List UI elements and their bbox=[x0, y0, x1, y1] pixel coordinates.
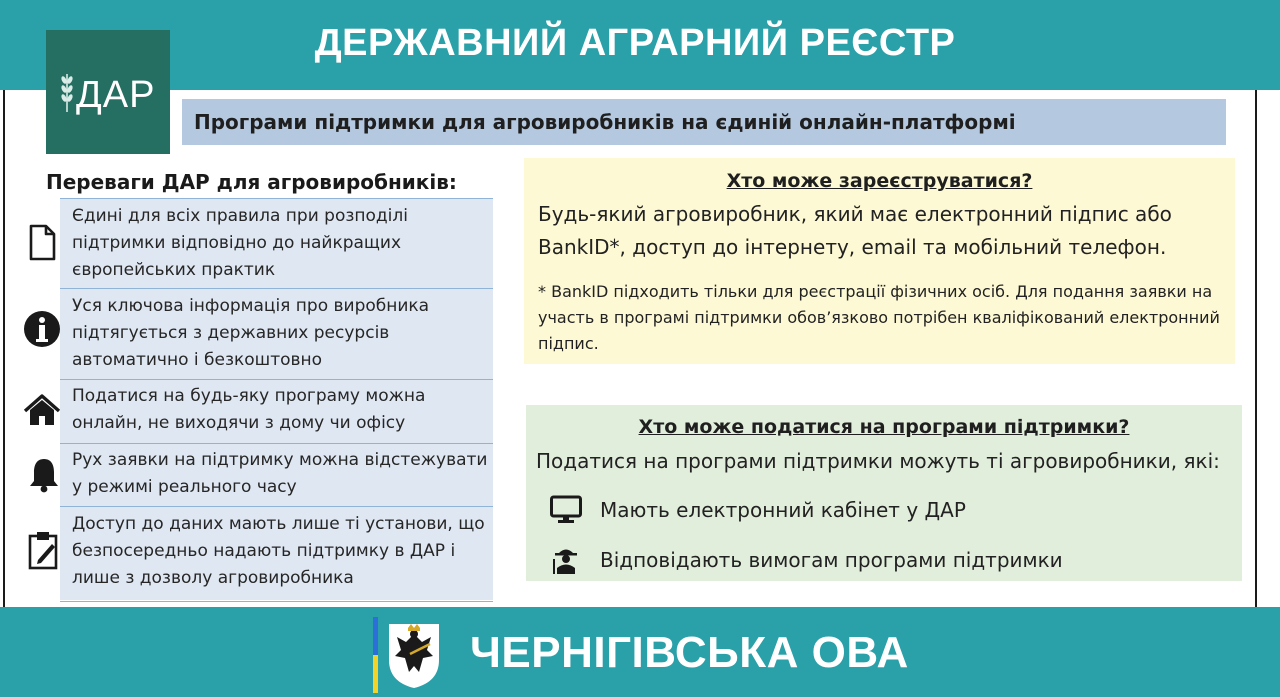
benefits-list bbox=[60, 198, 493, 600]
apply-heading: Хто може податися на програми підтримки? bbox=[638, 416, 1130, 438]
benefit-item bbox=[60, 379, 493, 443]
benefit-text: Податися на будь-яку програму можна онлайн, не виходячи з дому чи офісу bbox=[72, 386, 426, 433]
page-title: ДЕРЖАВНИЙ АГРАРНИЙ РЕЄСТР bbox=[314, 22, 956, 64]
farmer-icon bbox=[550, 545, 582, 575]
bell-icon bbox=[24, 455, 64, 495]
benefit-text: Єдині для всіх правила при розподілі підтримки відповідно до найкращих європейських практик bbox=[72, 206, 408, 280]
logo-text: ДАР bbox=[76, 74, 156, 116]
clipboard-icon bbox=[24, 530, 64, 570]
benefit-text: Доступ до даних мають лише ті установи, що безпосередньо надають підтримку в ДАР і лише з дозволу агровиробника bbox=[72, 514, 485, 588]
benefit-item bbox=[60, 288, 493, 379]
benefit-item bbox=[60, 506, 493, 602]
frame-right-border bbox=[1255, 90, 1257, 607]
benefit-item bbox=[60, 198, 493, 289]
document-icon bbox=[22, 222, 62, 262]
region-title: ЧЕРНІГІВСЬКА ОВА bbox=[470, 628, 909, 677]
criterion-text: Відповідають вимогам програми підтримки bbox=[600, 548, 1063, 572]
benefits-heading: Переваги ДАР для агровиробників: bbox=[46, 170, 457, 194]
apply-box bbox=[526, 405, 1242, 581]
benefit-item bbox=[60, 443, 493, 506]
register-box bbox=[524, 158, 1235, 364]
dar-logo bbox=[46, 30, 170, 154]
subtitle: Програми підтримки для агровиробників на єдиній онлайн-платформі bbox=[194, 110, 1016, 134]
benefit-text: Рух заявки на підтримку можна відстежувати у режимі реального часу bbox=[72, 450, 488, 497]
register-heading: Хто може зареєструватися? bbox=[726, 170, 1033, 192]
coat-of-arms-icon bbox=[385, 620, 443, 690]
monitor-icon bbox=[550, 495, 582, 525]
register-footnote: * BankID підходить тільки для реєстрації фізичних осіб. Для подання заявки на участь в програмі підтримки обов’язково потрібен кваліфікований електронний підпис. bbox=[538, 282, 1220, 353]
subtitle-banner bbox=[182, 99, 1226, 145]
benefit-text: Уся ключова інформація про виробника підтягується з державних ресурсів автоматично і безкоштовно bbox=[72, 296, 430, 370]
home-icon bbox=[22, 390, 62, 430]
criterion-text: Мають електронний кабінет у ДАР bbox=[600, 498, 966, 522]
register-text: Будь-який агровиробник, який має електронний підпис або BankID*, доступ до інтернету, email та мобільний телефон. bbox=[538, 202, 1172, 259]
frame-left-border bbox=[3, 90, 5, 607]
wheat-icon bbox=[60, 70, 74, 114]
flag-stripe-blue bbox=[373, 617, 378, 655]
info-icon bbox=[22, 309, 62, 349]
apply-intro: Податися на програми підтримки можуть ті агровиробники, які: bbox=[536, 449, 1220, 473]
flag-stripe-yellow bbox=[373, 655, 378, 693]
